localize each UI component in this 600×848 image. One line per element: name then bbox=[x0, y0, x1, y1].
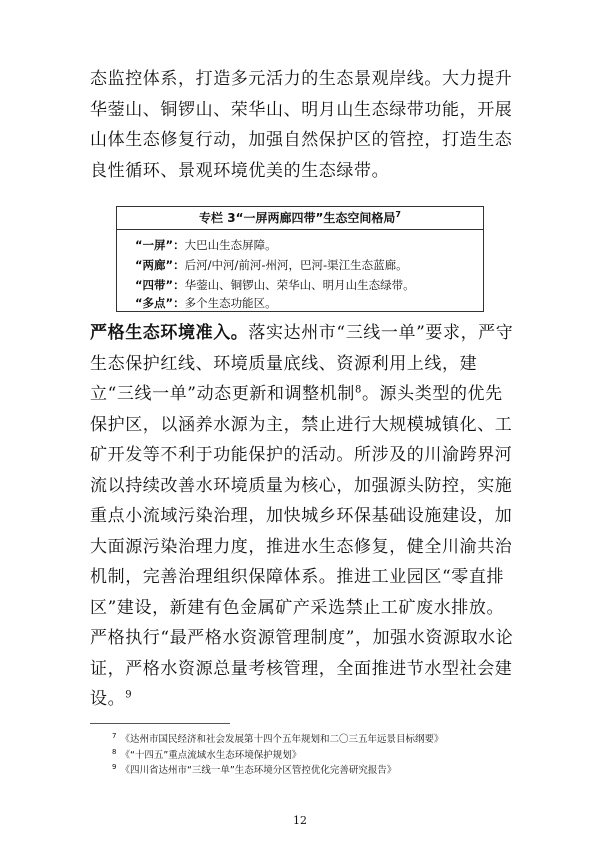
paragraph-text-b: 。源头类型的优先保护区，以涵养水源为主，禁止进行大规模城镇化、工矿开发等不利于功能保护的活动。所涉及的川渝跨界河流以持续改善水环境质量为核心，加强源头防控，实施重点小流域污染治理，加快城乡环保基础设施建设，加大面源污染治理力度，推进水生态修复，健全川渝共治机制，完善治理组织保障体系。推进工业园区“零直排区”建设，新建有色金属矿产采选禁止工矿废水排放。严格执行“最严格水资源管理制度”，加强水资源取水论证，严格水资源总量考核管理，全面推进节水型社会建设。 bbox=[90, 384, 514, 709]
footnote-8 bbox=[112, 747, 302, 762]
paragraph-environment-access bbox=[90, 318, 520, 715]
box-row-key: “多点”： bbox=[135, 296, 185, 310]
box-row-key: “一屏”： bbox=[135, 238, 185, 252]
box-row-value: 华蓥山、铜锣山、荣华山、明月山生态绿带。 bbox=[184, 278, 415, 292]
box-row-value: 大巴山生态屏障。 bbox=[184, 238, 277, 252]
box-row-lianglang bbox=[135, 257, 408, 273]
box-row-key: “两廊”： bbox=[135, 258, 185, 272]
footnote-text: 《四川省达州市“三线一单”生态环境分区管控优化完善研究报告》 bbox=[120, 765, 397, 776]
footnote-ref-7[interactable]: 7 bbox=[395, 210, 401, 219]
paragraph-text-a: 落实达州市“三线一单”要求，严守生态保护红线、环境质量底线、资源利用上线，建立“三线一单”动态更新和调整机制 bbox=[90, 323, 514, 404]
box-title bbox=[117, 207, 483, 230]
page-number: 12 bbox=[293, 814, 307, 827]
box-row-yiping bbox=[135, 237, 277, 253]
box-row-sidai bbox=[135, 277, 415, 293]
footnote-ref-8[interactable]: 8 bbox=[354, 384, 362, 396]
box-row-value: 多个生态功能区。 bbox=[184, 296, 277, 310]
footnote-7 bbox=[112, 731, 444, 746]
paragraph-ecological-belt: 态监控体系，打造多元活力的生态景观岸线。大力提升华蓥山、铜锣山、荣华山、明月山生态绿带功能，开展山体生态修复行动，加强自然保护区的管控，打造生态良性循环、景观环境优美的生态绿带。 bbox=[90, 69, 513, 181]
footnote-9 bbox=[112, 762, 397, 777]
box-row-key: “四带”： bbox=[135, 278, 185, 292]
footnote-ref-9[interactable]: 9 bbox=[125, 689, 133, 701]
footnote-number: 9 bbox=[112, 762, 117, 771]
sidebar-box-spatial-pattern bbox=[116, 206, 484, 312]
footnote-number: 8 bbox=[112, 747, 117, 756]
footnote-text: 《“十四五”重点流域水生态环境保护规划》 bbox=[120, 750, 302, 761]
box-row-duodian bbox=[135, 295, 277, 311]
paragraph-lead: 严格生态环境准入。 bbox=[90, 323, 249, 343]
footnote-number: 7 bbox=[112, 731, 117, 740]
box-row-value: 后河/中河/前河-州河，巴河-渠江生态蓝廊。 bbox=[184, 258, 408, 272]
footnote-divider bbox=[90, 723, 230, 724]
box-title-text: 专栏 3“一屏两廊四带”生态空间格局 bbox=[199, 211, 396, 225]
footnote-text: 《达州市国民经济和社会发展第十四个五年规划和二〇三五年远景目标纲要》 bbox=[120, 734, 444, 745]
